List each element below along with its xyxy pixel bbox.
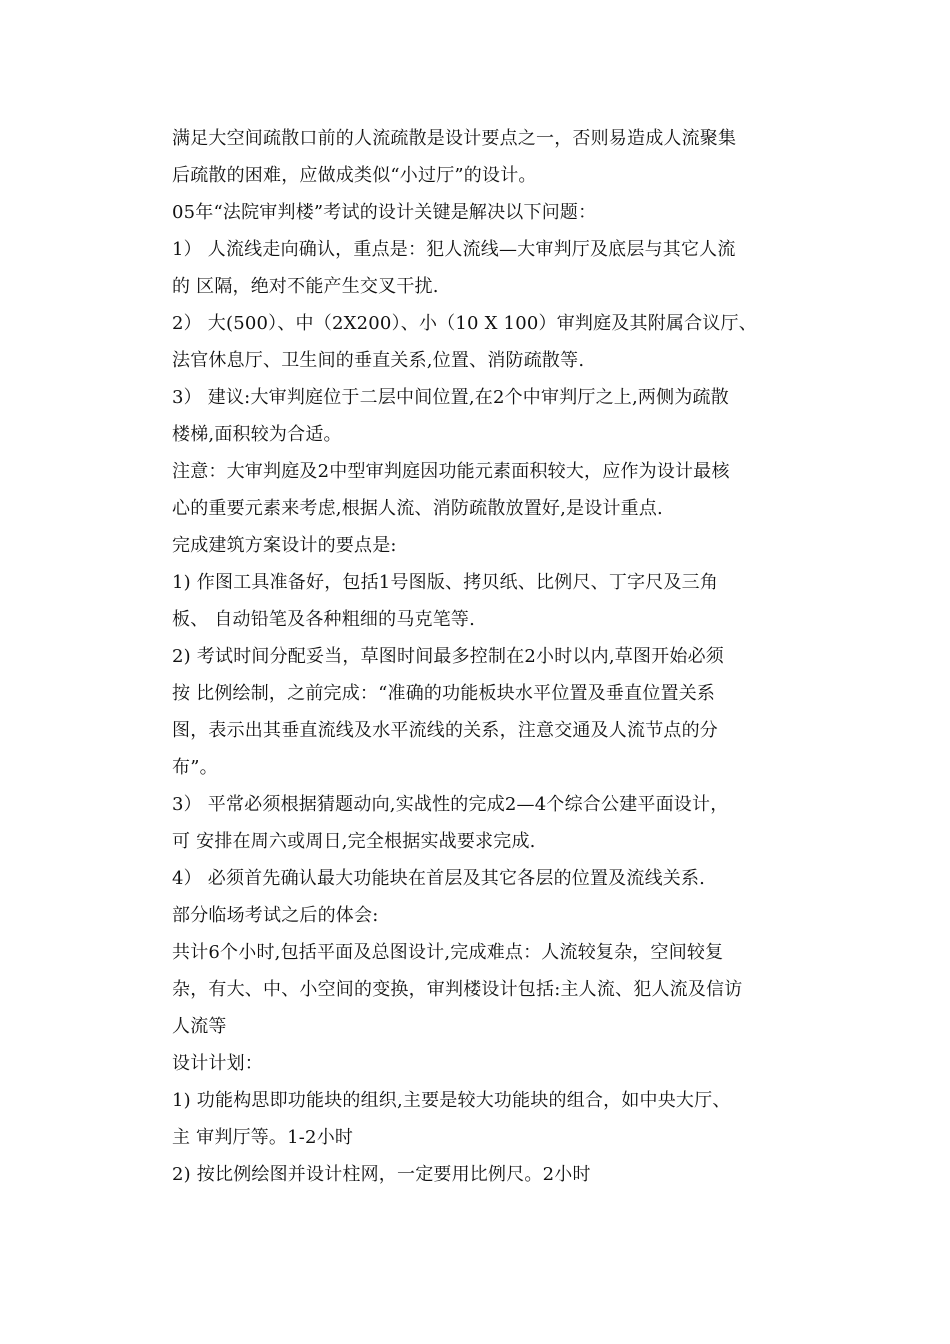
text-line: 注意：大审判庭及2中型审判庭因功能元素面积较大，应作为设计最核 <box>172 461 730 482</box>
text-line: 1） 人流线走向确认，重点是：犯人流线—大审判厅及底层与其它人流 <box>172 239 736 260</box>
text-line: 可 安排在周六或周日,完全根据实战要求完成. <box>172 831 536 852</box>
text-line: 后疏散的困难，应做成类似“小过厅”的设计。 <box>172 165 537 186</box>
text-line: 3） 平常必须根据猜题动向,实战性的完成2—4个综合公建平面设计， <box>172 794 729 815</box>
text-line: 部分临场考试之后的体会: <box>172 905 379 926</box>
text-line: 4） 必须首先确认最大功能块在首层及其它各层的位置及流线关系. <box>172 868 706 889</box>
text-line: 楼梯,面积较为合适。 <box>172 424 342 445</box>
text-line: 人流等 <box>172 1016 227 1037</box>
text-line: 设计计划： <box>172 1053 263 1074</box>
text-line: 法官休息厅、卫生间的垂直关系,位置、消防疏散等. <box>172 350 585 371</box>
text-line: 图，表示出其垂直流线及水平流线的关系，注意交通及人流节点的分 <box>172 720 718 741</box>
text-line: 2) 考试时间分配妥当，草图时间最多控制在2小时以内,草图开始必须 <box>172 646 724 667</box>
text-line: 3） 建议:大审判庭位于二层中间位置,在2个中审判厅之上,两侧为疏散 <box>172 387 729 408</box>
text-line: 05年“法院审判楼”考试的设计关键是解决以下问题： <box>172 202 597 223</box>
document-body <box>172 120 782 1193</box>
text-line: 1) 功能构思即功能块的组织,主要是较大功能块的组合，如中央大厅、 <box>172 1090 731 1111</box>
text-line: 主 审判厅等。1-2小时 <box>172 1127 354 1148</box>
text-line: 2) 按比例绘图并设计柱网，一定要用比例尺。2小时 <box>172 1164 591 1185</box>
text-line: 满足大空间疏散口前的人流疏散是设计要点之一，否则易造成人流聚集 <box>172 128 737 149</box>
text-line: 1) 作图工具准备好，包括1号图版、拷贝纸、比例尺、丁字尺及三角 <box>172 572 719 593</box>
text-line: 布”。 <box>172 757 218 778</box>
text-line: 心的重要元素来考虑,根据人流、消防疏散放置好,是设计重点. <box>172 498 663 519</box>
text-line: 完成建筑方案设计的要点是: <box>172 535 397 556</box>
text-line: 按 比例绘制，之前完成：“准确的功能板块水平位置及垂直位置关系 <box>172 683 716 704</box>
text-line: 共计6个小时,包括平面及总图设计,完成难点：人流较复杂，空间较复 <box>172 942 724 963</box>
text-line: 板、 自动铅笔及各种粗细的马克笔等. <box>172 609 476 630</box>
text-line: 杂，有大、中、小空间的变换，审判楼设计包括:主人流、犯人流及信访 <box>172 979 743 1000</box>
text-line: 2） 大(500）、中（2X200）、小（10 X 100）审判庭及其附属合议厅、 <box>172 313 757 334</box>
text-line: 的 区隔，绝对不能产生交叉干扰. <box>172 276 439 297</box>
